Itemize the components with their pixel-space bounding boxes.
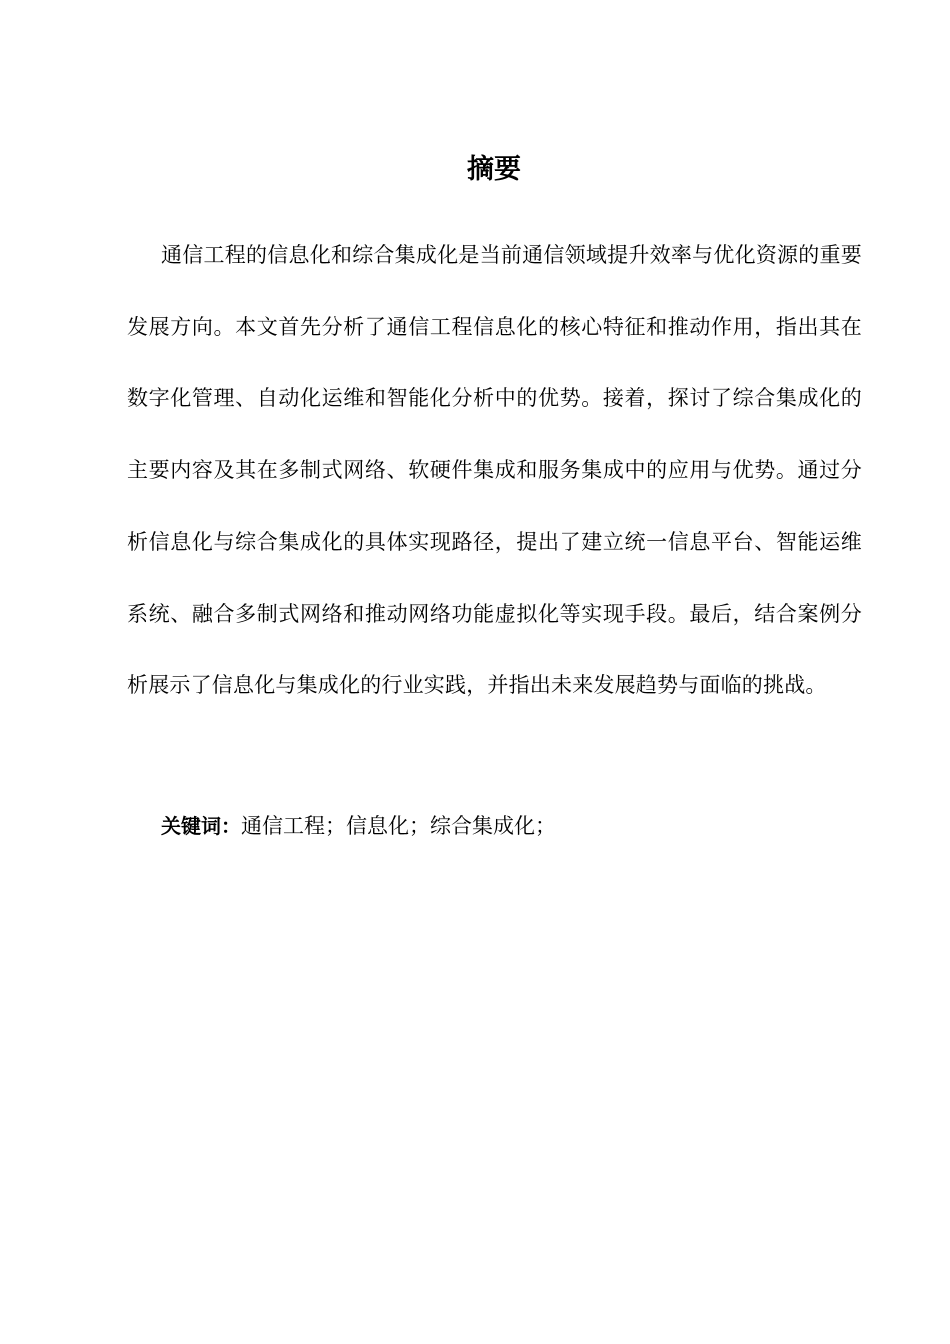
keywords-label: 关键词： <box>161 814 241 838</box>
keywords-line <box>161 810 861 842</box>
abstract-title: 摘要 <box>467 154 521 185</box>
keywords-value: 通信工程；信息化；综合集成化； <box>241 814 556 838</box>
abstract-paragraph: 通信工程的信息化和综合集成化是当前通信领域提升效率与优化资源的重要发展方向。本文首先分析了通信工程信息化的核心特征和推动作用，指出其在数字化管理、自动化运维和智能化分析中的优势。接着，探讨了综合集成化的主要内容及其在多制式网络、软硬件集成和服务集成中的应用与优势。通过分析信息化与综合集成化的具体实现路径，提出了建立统一信息平台、智能运维系统、融合多制式网络和推动网络功能虚拟化等实现手段。最后，结合案例分析展示了信息化与集成化的行业实践，并指出未来发展趋势与面临的挑战。 <box>127 243 862 698</box>
